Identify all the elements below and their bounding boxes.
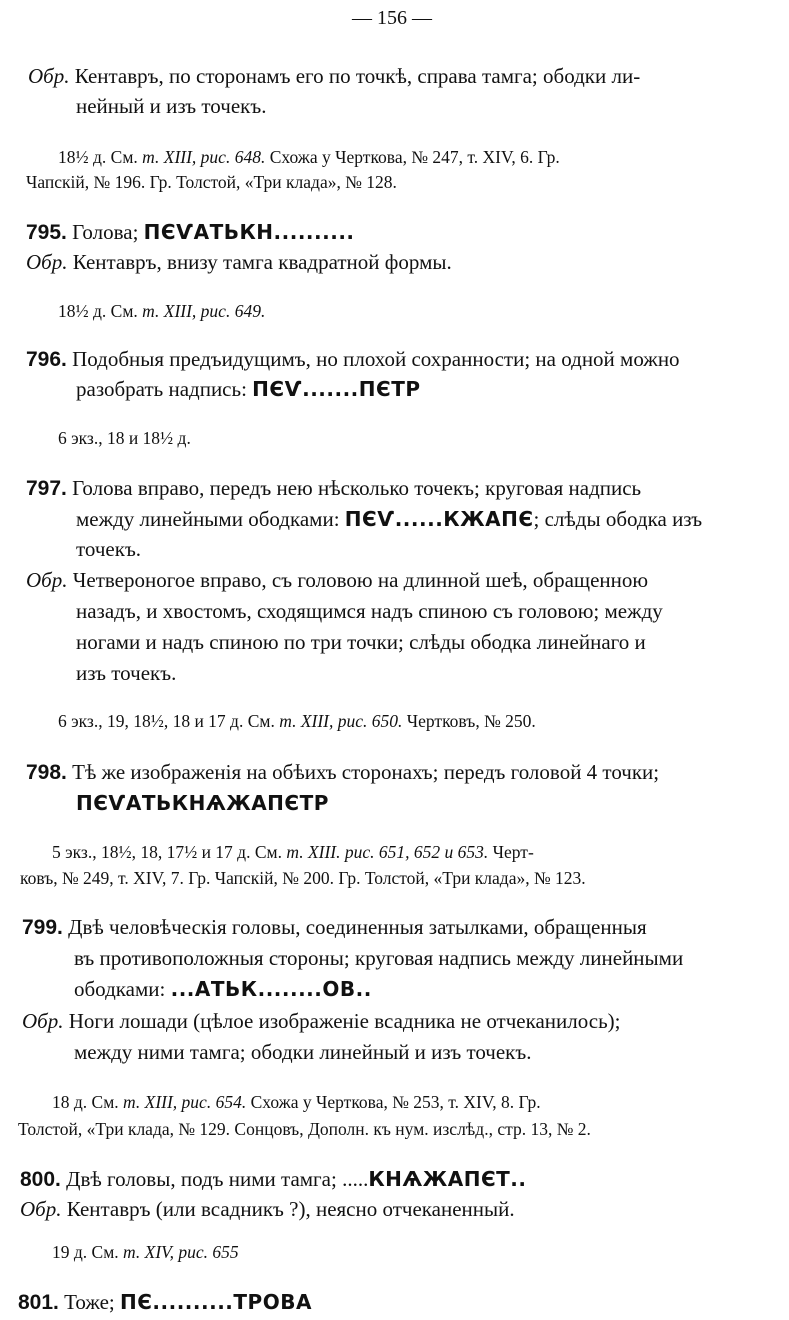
- obverse-label: Обр.: [22, 1009, 64, 1033]
- text-line: изъ точекъ.: [76, 661, 177, 685]
- text-line: Обр. Кентавръ (или всадникъ ?), неясно отчеканенный.: [20, 1197, 515, 1221]
- text-line: Обр. Четвероногое вправо, съ головою на длинной шеѣ, обращенною: [26, 568, 649, 592]
- text-line: 796. Подобныя предъидущимъ, но плохой сохранности; на одной можно: [26, 347, 680, 371]
- reference-note: Чапскій, № 196. Гр. Толстой, «Три клада», № 128.: [26, 172, 397, 192]
- text-line: нейный и изъ точекъ.: [76, 94, 267, 118]
- reference-note: Толстой, «Три клада, № 129. Сонцовъ, Дополн. къ нум. изслѣд., стр. 13, № 2.: [18, 1119, 591, 1139]
- reference-note: 19 д. См. т. XIV, рис. 655: [52, 1242, 239, 1262]
- legend-inscription: ПЄѴАТЬКН..........: [143, 220, 355, 244]
- text-line: назадъ, и хвостомъ, сходящимся надъ спиною съ головою; между: [76, 599, 663, 623]
- reference-note: 6 экз., 18 и 18½ д.: [58, 428, 191, 448]
- text-line: ободками: ...АТЬК........ОВ..: [74, 977, 372, 1001]
- text-line: Обр. Ноги лошади (цѣлое изображеніе всадника не отчеканилось);: [22, 1009, 621, 1033]
- reference-note: ковъ, № 249, т. XIV, 7. Гр. Чапскій, № 200. Гр. Толстой, «Три клада», № 123.: [20, 868, 586, 888]
- reference-note: 18 д. См. т. XIII, рис. 654. Схожа у Черткова, № 253, т. XIV, 8. Гр.: [52, 1092, 541, 1112]
- text-line: ногами и надъ спиною по три точки; слѣды ободка линейнаго и: [76, 630, 646, 654]
- text-line: между линейными ободками: ПЄѴ......КЖАПЄ; слѣды ободка изъ: [76, 507, 703, 531]
- text-line: [76, 789, 329, 817]
- obverse-label: Обр.: [28, 64, 70, 88]
- entry-number: 799.: [22, 916, 63, 939]
- text-line: точекъ.: [76, 537, 142, 561]
- text-line: въ противоположныя стороны; круговая надпись между линейными: [74, 946, 684, 970]
- entry-number: 800.: [20, 1168, 61, 1191]
- legend-inscription: ПЄѴ.......ПЄТР: [252, 377, 421, 401]
- text-line: 799. Двѣ человѣческія головы, соединенныя затылками, обращенныя: [22, 915, 647, 939]
- reference-note: 5 экз., 18½, 18, 17½ и 17 д. См. т. XIII. рис. 651, 652 и 653. Черт-: [52, 842, 534, 862]
- entry-number: 795.: [26, 221, 67, 244]
- text-line: между ними тамга; ободки линейный и изъ точекъ.: [74, 1040, 532, 1064]
- page-number: — 156 —: [352, 7, 432, 29]
- obverse-label: Обр.: [26, 250, 68, 274]
- legend-inscription: ...АТЬК........ОВ..: [170, 977, 372, 1001]
- legend-inscription: ПЄ..........ТРОВА: [120, 1290, 312, 1314]
- reference-note: 18½ д. См. т. XIII, рис. 648. Схожа у Черткова, № 247, т. XIV, 6. Гр.: [58, 147, 560, 167]
- obverse-label: Обр.: [20, 1197, 62, 1221]
- entry-number: 797.: [26, 477, 67, 500]
- text-line: 801. Тоже; ПЄ..........ТРОВА: [18, 1290, 312, 1314]
- reference-note: 18½ д. См. т. XIII, рис. 649.: [58, 301, 266, 321]
- obverse-label: Обр.: [26, 568, 68, 592]
- text-line: разобрать надпись: ПЄѴ.......ПЄТР: [76, 377, 421, 401]
- reference-note: 6 экз., 19, 18½, 18 и 17 д. См. т. XIII, рис. 650. Чертковъ, № 250.: [58, 711, 536, 731]
- entry-number: 798.: [26, 761, 67, 784]
- legend-inscription: ПЄѴ......КЖАПЄ: [344, 507, 534, 531]
- legend-inscription: ПЄѴАТЬКНѦЖАПЄТР: [76, 791, 329, 815]
- line-text: Кентавръ, по сторонамъ его по точкѣ, справа тамга; ободки ли-: [69, 64, 641, 88]
- text-line: 798. Тѣ же изображенія на обѣихъ сторонахъ; передъ головой 4 точки;: [26, 760, 660, 784]
- entry-number: 801.: [18, 1291, 59, 1314]
- text-line: Обр. Кентавръ, внизу тамга квадратной формы.: [26, 250, 452, 274]
- text-line: 795. Голова; ПЄѴАТЬКН..........: [26, 220, 355, 244]
- legend-inscription: КНѦЖАПЄТ..: [368, 1167, 527, 1191]
- text-line: [28, 62, 640, 90]
- entry-number: 796.: [26, 348, 67, 371]
- text-line: 797. Голова вправо, передъ нею нѣсколько точекъ; круговая надпись: [26, 476, 642, 500]
- text-line: 800. Двѣ головы, подъ ними тамга; .....КНѦЖАПЄТ..: [20, 1167, 527, 1191]
